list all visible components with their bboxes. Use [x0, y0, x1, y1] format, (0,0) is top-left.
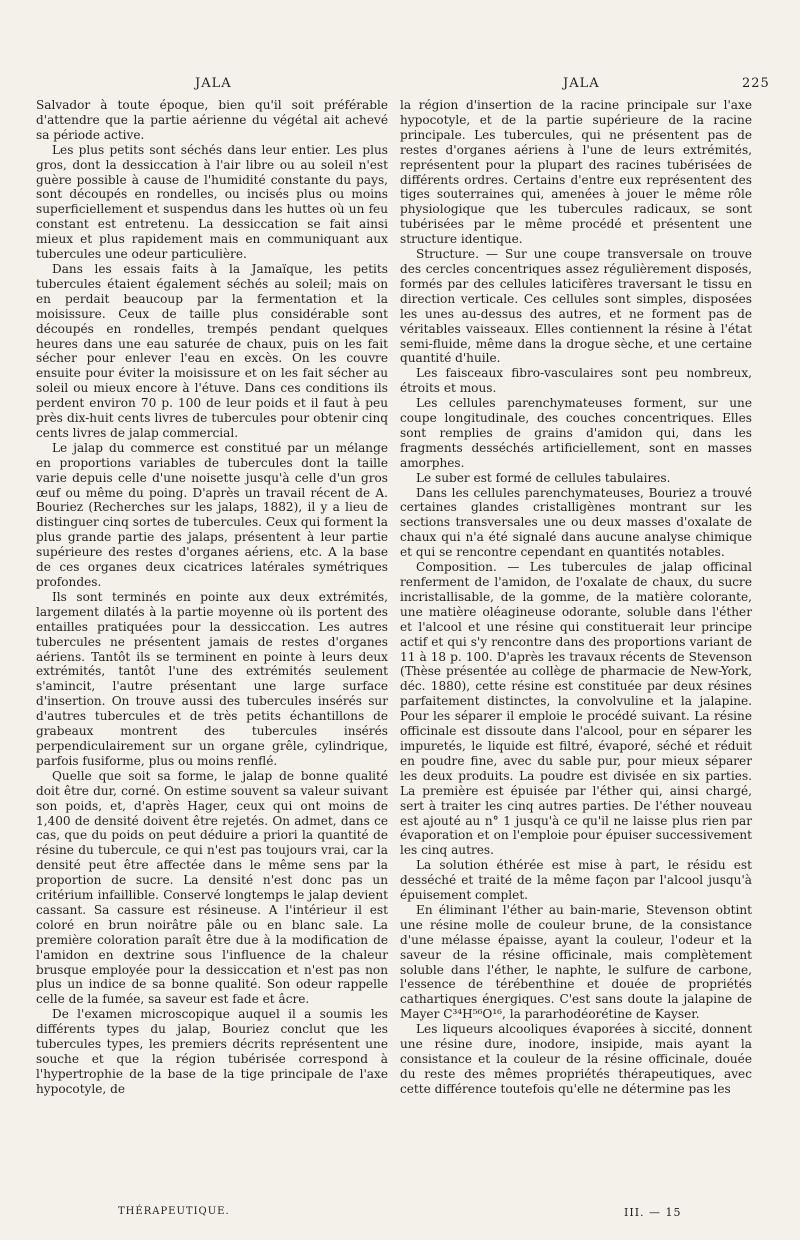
paragraph: Les plus petits sont séchés dans leur entier. Les plus gros, dont la dessiccation à l'air libre ou au soleil n'est guère possible à cause de l'humidité constante du pays, sont découpés en rondelles, ou incisés plus ou moins superficiellement et suspendus dans les huttes où un feu constant est entretenu. La dessiccation se fait ainsi mieux et plus rapidement mais en communiquant aux tubercules une odeur particulière. [36, 142, 388, 262]
paragraph: Le suber est formé de cellules tabulaires. [416, 470, 671, 485]
header-left-title: JALA [195, 76, 232, 91]
running-header [0, 76, 800, 96]
paragraph: Structure. — Sur une coupe transversale on trouve des cercles concentriques assez régulièrement disposés, formés par des cellules laticifères traversant le tissu en direction verticale. Ces cellules sont simples, disposées les unes au-dessus des autres, et ne forment pas de véritables vaisseaux. Elles contiennent la résine à l'état semi-fluide, même dans la drogue sèche, et une certaine quantité d'huile. [400, 247, 752, 366]
header-right-title: JALA [563, 76, 600, 91]
paragraph: Ils sont terminés en pointe aux deux extrémités, largement dilatés à la partie moyenne où ils portent des entailles pratiquées pour la dessiccation. Les autres tubercules ne présentent jamais de restes d'organes aériens. Tantôt ils se terminent en pointe à leurs deux extrémités, tantôt l'une des extrémités seulement s'amincit, l'autre présentant une large surface d'insertion. On trouve aussi des tubercules insérés sur d'autres tubercules et de très petits échantillons de grabeaux montrent des tubercules insérés perpendiculairement sur un organe grêle, cylindrique, parfois fusiforme, plus ou moins renflé. [36, 589, 388, 768]
paragraph: Composition. — Les tubercules de jalap officinal renferment de l'amidon, de l'oxalate de chaux, du sucre incristallisable, de la gomme, de la matière colorante, une matière oléagineuse odorante, soluble dans l'éther et l'alcool et une résine qui constituerait leur principe actif et qui s'y rencontre dans des proportions variant de 11 à 18 p. 100. D'après les travaux récents de Stevenson (Thèse présentée au collège de pharmacie de New-York, déc. 1880), cette résine est constituée par deux résines parfaitement distinctes, la convolvuline et la jalapine. Pour les séparer il emploie le procédé suivant. La résine officinale est dissoute dans l'alcool, pour en séparer les impuretés, le liquide est filtré, évaporé, séché et réduit en poudre fine, avec du sable pur, pour mieux séparer les deux produits. La poudre est divisée en six parties. La première est épuisée par l'éther qui, ainsi chargé, sert à traiter les cinq autres parties. De l'éther nouveau est ajouté au n° 1 jusqu'à ce qu'il ne laisse plus rien par évaporation et on l'emploie pour épuiser successivement les cinq autres. [400, 560, 752, 858]
left-column [36, 98, 388, 1097]
paragraph: Dans les cellules parenchymateuses, Bouriez a trouvé certaines glandes cristalligènes montrant sur les sections transversales une ou deux masses d'oxalate de chaux qui n'a été signalé dans aucune analyse chimique et qui se rencontre cependant en quantités notables. [400, 485, 752, 560]
paragraph: Les faisceaux fibro-vasculaires sont peu nombreux, étroits et mous. [400, 366, 752, 396]
paragraph: En éliminant l'éther au bain-marie, Stevenson obtint une résine molle de couleur brune, de la consistance d'une mélasse épaisse, ayant la couleur, l'odeur et la saveur de la résine officinale, mais complètement soluble dans l'éther, le naphte, le sulfure de carbone, l'essence de térébenthine et douée de propriétés cathartiques énergiques. C'est sans doute la jalapine de Mayer C³⁴H⁵⁶O¹⁶, la pararhodéorétine de Kayser. [400, 902, 752, 1022]
paragraph: la région d'insertion de la racine principale sur l'axe hypocotyle, et de la partie supérieure de la racine principale. Les tubercules, qui ne présentent pas de restes d'organes aériens à l'une de leurs extrémités, représentent pour la plupart des racines tubérisées de différents ordres. Certains d'entre eux représentent des tiges souterraines qui, amenées à jouer le même rôle physiologique que les tubercules radicaux, se sont tubérisées par le même procédé et présentent une structure identique. [400, 98, 752, 247]
paragraph: Les cellules parenchymateuses forment, sur une coupe longitudinale, des couches concentriques. Elles sont remplies de grains d'amidon qui, dans les fragments desséchés artificiellement, sont en masses amorphes. [400, 396, 752, 470]
paragraph: Les liqueurs alcooliques évaporées à siccité, donnent une résine dure, inodore, insipide, mais ayant la consistance et la couleur de la résine officinale, douée du reste des mêmes propriétés thérapeutiques, avec cette différence toutefois qu'elle ne détermine pas les [400, 1022, 752, 1096]
paragraph: Le jalap du commerce est constitué par un mélange en proportions variables de tubercules dont la taille varie depuis celle d'une noisette jusqu'à celle d'un gros œuf ou même du poing. D'après un travail récent de A. Bouriez (Recherches sur les jalaps, 1882), il y a lieu de distinguer cinq sortes de tubercules. Ceux qui forment la plus grande partie des jalaps, présentent à leur partie supérieure des restes d'organes aériens, etc. A la base de ces organes deux cicatrices latérales symétriques profondes. [36, 440, 388, 589]
paragraph: Quelle que soit sa forme, le jalap de bonne qualité doit être dur, corné. On estime souvent sa valeur suivant son poids, et, d'après Hager, ceux qui ont moins de 1,400 de densité doivent être rejetés. On admet, dans ce cas, que du poids on peut déduire a priori la quantité de résine du tubercule, ce qui n'est pas toujours vrai, car la densité peut être affectée dans le même sens par la proportion de sucre. La densité n'est donc pas un critérium infaillible. Conservé longtemps le jalap devient cassant. Sa cassure est résineuse. A l'intérieur il est coloré en brun noirâtre pâle ou en blanc sale. La première coloration paraît être due à la modification de l'amidon en dextrine sous l'influence de la chaleur brusque employée pour la dessiccation et n'est pas non plus un indice de sa bonne qualité. Son odeur rappelle celle de la fumée, sa saveur est fade et âcre. [36, 768, 388, 1007]
paragraph: Dans les essais faits à la Jamaïque, les petits tubercules étaient également séchés au soleil; mais on en perdait beaucoup par la fermentation et la moisissure. Ceux de taille plus considérable sont découpés en rondelles, trempés pendant quelques heures dans une eau saturée de chaux, puis on les fait sécher pour enlever l'eau en excès. On les couvre ensuite pour éviter la moisissure et on les fait sécher au soleil ou mieux encore à l'étuve. Dans ces conditions ils perdent environ 70 p. 100 de leur poids et il faut à peu près dix-huit cents livres de tubercules pour obtenir cinq cents livres de jalap commercial. [36, 261, 388, 440]
right-column [400, 98, 752, 1097]
paragraph: La solution éthérée est mise à part, le résidu est desséché et traité de la même façon par l'alcool jusqu'à épuisement complet. [400, 858, 752, 903]
footer-signature: THÉRAPEUTIQUE. [118, 1206, 230, 1217]
page-number: 225 [742, 76, 770, 91]
footer-volume: III. — 15 [624, 1206, 682, 1219]
paragraph: De l'examen microscopique auquel il a soumis les différents types du jalap, Bouriez conclut que les tubercules types, les premiers décrits représentent une souche et que la région tubérisée correspond à l'hypertrophie de la base de la tige principale de l'axe hypocotyle, de [36, 1007, 388, 1096]
paragraph: Salvador à toute époque, bien qu'il soit préférable d'attendre que la partie aérienne du végétal ait achevé sa période active. [36, 98, 388, 142]
